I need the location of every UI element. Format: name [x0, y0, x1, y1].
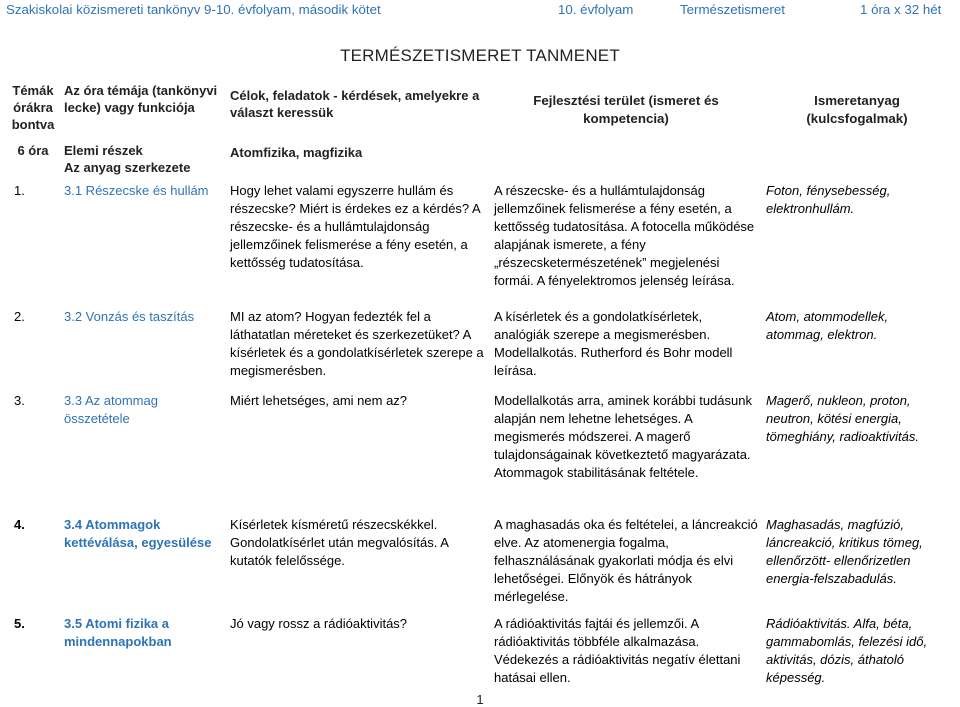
row-knowledge: Rádióaktivitás. Alfa, béta, gammabomlás, felezési idő, aktivitás, dózis, áthatoló képesség. — [766, 616, 928, 685]
row-knowledge: Atom, atommodellek, atommag, elektron. — [766, 309, 889, 342]
row-development: Modellalkotás arra, aminek korábbi tudásunk alapján nem lehetne lehetséges. A megismerés módszerei. A magerő tulajdonságainak következtető magyarázata. Atommagok stabilitásának feltétele. — [494, 393, 752, 480]
row-goals: Kísérletek kísméretű részecskékkel. Gondolatkísérlet után megvalósítás. A kutatók felelőssége. — [230, 517, 449, 568]
row-number: 3. — [14, 393, 25, 408]
row-knowledge: Magerő, nukleon, proton, neutron, kötési energia, tömeghiány, radioaktivitás. — [766, 393, 919, 444]
page-number: 1 — [476, 692, 484, 707]
row-goals: Hogy lehet valami egyszerre hullám és részecske? Miért is érdekes ez a kérdés? A részecske- és a hullámtulajdonság jellemzőinek felismerése a fény esetén, a kettősség tudatosítása. — [230, 183, 481, 270]
table-header-row — [6, 78, 952, 142]
row-goals: MI az atom? Hogyan fedezték fel a láthatatlan méreteket és szerkezetüket? A kísérletek és a gondolatkísérletek szerepe a megismerésben. — [230, 309, 484, 378]
row-number: 4. — [14, 517, 25, 532]
subject-label: Természetismeret — [680, 2, 785, 17]
page-title: TERMÉSZETISMERET TANMENET — [340, 46, 620, 65]
section-goals: Atomfizika, magfizika — [230, 145, 363, 160]
header-topic: Az óra témája (tankönyvi lecke) vagy funkciója — [64, 83, 218, 115]
row-goals: Miért lehetséges, ami nem az? — [230, 393, 408, 408]
lesson-title: 3.3 Az atommag összetétele — [64, 393, 158, 426]
running-header — [6, 2, 952, 20]
curriculum-table — [6, 78, 952, 695]
header-development: Fejlesztési terület (ismeret és kompetencia) — [533, 93, 719, 126]
table-row — [6, 516, 952, 615]
header-knowledge: Ismeretanyag (kulcsfogalmak) — [806, 93, 908, 126]
row-development: A kísérletek és a gondolatkísérletek, analógiák szerepe a megismerésben. Modellalkotás. Rutherford és Bohr modell leírása. — [494, 309, 733, 378]
lesson-title: 3.4 Atommagok kettéválása, egyesülése — [64, 517, 212, 550]
row-development: A részecske- és a hullámtulajdonság jellemzőinek felismerése a fény esetén, a kettősség tudatosítása. A fotocella működése alapjának ismerete, a fény „részecsketermészetének” megjelenési formái. A fényelektromos jelenség leírása. — [494, 183, 755, 288]
header-hours: Témák órákra bontva — [11, 83, 55, 132]
book-title: Szakiskolai közismereti tankönyv 9-10. évfolyam, második kötet — [6, 2, 381, 17]
lesson-title: 3.5 Atomi fizika a mindennapokban — [64, 616, 172, 649]
row-knowledge: Foton, fénysebesség, elektronhullám. — [766, 183, 891, 216]
lesson-title: 3.1 Részecske és hullám — [64, 183, 209, 198]
row-number: 2. — [14, 309, 25, 324]
row-development: A rádióaktivitás fajtái és jellemzői. A rádióaktivitás többféle alkalmazása. Védekezés a rádióaktivitás negatív élettani hatásai ellen. — [494, 616, 741, 685]
table-row — [6, 182, 952, 308]
table-row — [6, 392, 952, 516]
lesson-title: 3.2 Vonzás és taszítás — [64, 309, 195, 324]
row-knowledge: Maghasadás, magfúzió, láncreakció, kritikus tömeg, ellenőrzött- ellenőrizetlen energia-felszabadulás. — [766, 517, 923, 586]
row-number: 5. — [14, 616, 25, 631]
table-row — [6, 615, 952, 695]
grade-label: 10. évfolyam — [558, 2, 634, 17]
row-number: 1. — [14, 183, 25, 198]
section-topic: Elemi részek Az anyag szerkezete — [64, 143, 191, 175]
hours-label: 1 óra x 32 hét — [860, 2, 942, 17]
section-row — [6, 142, 952, 182]
section-hours: 6 óra — [17, 143, 49, 158]
row-development: A maghasadás oka és feltételei, a láncreakció elve. Az atomenergia fogalma, felhasználásának gyakorlati módja és elvi lehetőségei. Előnyök és hátrányok mérlegelése. — [494, 517, 758, 604]
row-goals: Jó vagy rossz a rádióaktivitás? — [230, 616, 408, 631]
table-row — [6, 308, 952, 392]
header-goals: Célok, feladatok - kérdések, amelyekre a választ keressük — [230, 88, 480, 120]
